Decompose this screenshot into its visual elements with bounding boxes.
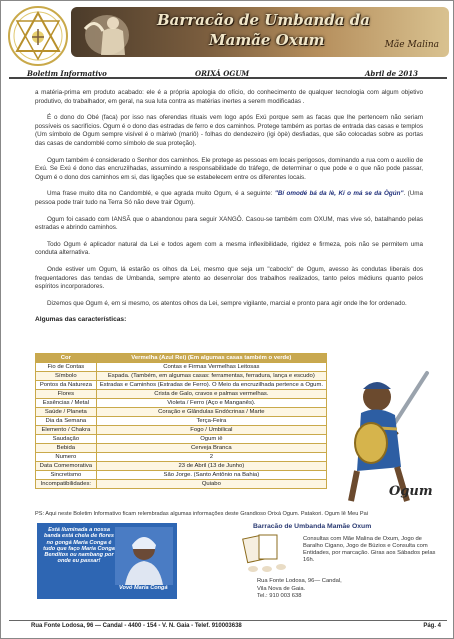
header <box>1 1 454 78</box>
row-key: Saudação <box>36 435 97 444</box>
row-value: Violeta / Ferro (Aço e Manganês). <box>96 399 326 408</box>
row-key: Dia da Semana <box>36 417 97 426</box>
info-bar <box>9 67 447 79</box>
quote-intro: Uma frase muito dita no Candomblé, e que agrada muito Ogum, é a seguinte: <box>47 190 275 198</box>
table-row <box>36 381 327 390</box>
issue-date: Abril de 2013 <box>365 69 419 78</box>
table-row <box>36 372 327 381</box>
row-key: Fio de Contas <box>36 363 97 372</box>
paragraph: Todo Ogum é aplicador natural da Lei e todos agem com a mesma inflexibilidade, rigidez e firmeza, pois não se permitem uma conduta alternativa. <box>35 240 423 257</box>
row-value: Contas e Firmas Vermelhas Leitosas <box>96 363 326 372</box>
quote-translation: . (Uma pessoa pode trair tudo na Terra Só não deve trair Ogum). <box>35 190 423 206</box>
row-key: Pontos da Natureza <box>36 381 97 390</box>
row-key: Símbolo <box>36 372 97 381</box>
postscript: PS: Aqui neste Boletim Informativo ficam relembradas algumas informações deste Grandioso Orixá Ogum. Patakori. Ogum Iê Meu Pai <box>35 511 368 517</box>
row-value: São Jorge. (Santo Antônio na Bahia) <box>96 471 326 480</box>
row-value: Espada. (Também, em algumas casas: ferramentas, ferradura, lança e escudo) <box>96 372 326 381</box>
ad-services: Consultas com Mãe Malina de Oxum, Jogo de Baralho Cigano, Jogo de Búzios e Consulta com Entidades, por marcação. Giras aos Sábados pelas 16h. <box>303 536 436 563</box>
paragraph: Dizemos que Ogum é, em si mesmo, os atentos olhos da Lei, sempre vigilante, marcial e pronto para agir onde lhe for ordenado. <box>47 299 407 307</box>
row-value: Crista de Galo, cravos e palmas vermelhas. <box>96 390 326 399</box>
table-row <box>36 363 327 372</box>
row-key: Data Comemorativa <box>36 462 97 471</box>
temple-logo <box>7 5 69 67</box>
ad-address-line-1: Rua Fonte Lodosa, 96— Candal, <box>257 578 342 584</box>
ogum-illustration <box>331 367 449 503</box>
row-value: 23 de Abril (13 de Junho) <box>96 462 326 471</box>
poster-name: Vovó Maria Congá <box>119 585 168 591</box>
table-row <box>36 435 327 444</box>
cards-and-shells-icon <box>241 531 299 575</box>
table-header-row <box>36 354 327 363</box>
paragraph: Ogum foi casado com IANSÃ que o abandonou para seguir XANGÔ. Casou-se também com OXUM, mas vive só, batalhando pelas estradas e abrindo caminhos. <box>35 215 423 232</box>
table-header-key: Cor <box>36 354 97 363</box>
row-key: Elemento / Chakra <box>36 426 97 435</box>
table-row <box>36 471 327 480</box>
ad-address <box>257 578 407 601</box>
row-value: Ogum iê <box>96 435 326 444</box>
row-key: Bebida <box>36 444 97 453</box>
table-row <box>36 408 327 417</box>
row-value: Estradas e Caminhos (Estradas de Ferro). O Meio da encruzilhada pertence a Ogum. <box>96 381 326 390</box>
page-number: Pág. 4 <box>423 623 441 629</box>
paragraph: a matéria-prima em produto acabado: ele é a própria apologia do ofício, do conhecimento de qualquer tecnologia com algum objetivo produtivo, do trabalhador, em geral, na sua luta contra as matérias inertes a serem modificadas . <box>35 89 423 105</box>
row-key: Numero <box>36 453 97 462</box>
bulletin-label: Boletim Informativo <box>27 69 107 78</box>
row-key: Incompatibilidades: <box>36 480 97 489</box>
signature: Mãe Malina <box>384 40 439 50</box>
title-line-1: Barracão de Umbanda da <box>157 11 370 29</box>
table-heading: Algumas das características: <box>35 316 127 324</box>
row-key: Flores <box>36 390 97 399</box>
yoruba-quote: "Bí omodé bá da lè, Kí o má se da Ògún" <box>274 190 404 198</box>
row-value: Coração e Glândulas Endócrinas / Marte <box>96 408 326 417</box>
ad-address-line-2: Vila Nova de Gaia. <box>257 585 306 592</box>
table-row <box>36 390 327 399</box>
table-row <box>36 453 327 462</box>
footer <box>9 620 447 632</box>
ad-phone: Tel.: 910 003 638 <box>257 593 302 600</box>
title-line-2: Mamãe Oxum <box>209 31 325 49</box>
footer-address: Rua Fonte Lodosa, 96 — Candal - 4400 - 154 - V. N. Gaia - Telef. 910003638 <box>31 623 242 629</box>
table-row <box>36 399 327 408</box>
title-banner <box>71 7 449 57</box>
maria-conga-poster <box>37 523 177 599</box>
ad-title: Barracão de Umbanda Mamãe Oxum <box>253 523 372 530</box>
paragraph: Ogum também é considerado o Senhor dos caminhos. Ele protege as pessoas em locais perigosos, dominando a rua com o auxílio de Exú. Se Exú é dono das encruzilhadas, assumindo a responsabilidade do tráfego, de determinar o que pode e o que não pode passar, Ogum é o dono dos caminhos em si, das ligações que se estabelecem entre os diferentes locais. <box>35 156 423 181</box>
table-header-value: Vermelha (Azul Rei) (Em algumas casas também o verde) <box>96 354 326 363</box>
row-key: Saúde / Planeta <box>36 408 97 417</box>
poster-verse: Está iluminada a nossa banda está cheia de flores no gongá Maria Conga é tudo que faço Maria Conga Benditos ou nambang por onde eu passar! <box>43 527 115 565</box>
ogum-caption: Ogum <box>389 484 433 499</box>
angel-figure <box>79 9 149 57</box>
table-row <box>36 417 327 426</box>
row-value: Terça-Feira <box>96 417 326 426</box>
row-key: Essências / Metal <box>36 399 97 408</box>
row-value: Fogo / Umbilical <box>96 426 326 435</box>
paragraph: É o dono do Obé (faca) por isso nas oferendas rituais vem logo após Exú porque sem as facas que lhe pertencem não seriam possíveis os sacrifícios. Ogum é o dono das estradas de ferro e dos caminhos. Protege também as portas de entrada das casas e templos (Um símbolo de Ogum sempre visível é o màriwò (mariô) - folhas do dendezeiro (igi òpè) desfiadas, que são colocadas sobre as portas das casas de candomblé como símbolo de sua proteção). <box>35 114 423 147</box>
row-value: Cerveja Branca <box>96 444 326 453</box>
table-row <box>36 480 327 489</box>
row-value: 2 <box>96 453 326 462</box>
paragraph <box>35 190 423 207</box>
paragraph: Onde estiver um Ogum, lá estarão os olhos da Lei, mesmo que seja um "caboclo" de Ogum, avesso às condutas liberais dos frequentadores das tendas de Umbanda, sempre atento ao desenrolar dos trabalhos realizados, tanto pelos médiuns quanto pelos espíritos incorporadores. <box>35 265 423 291</box>
article-body <box>35 89 423 327</box>
row-value: Quiabo <box>96 480 326 489</box>
characteristics-table <box>35 353 327 489</box>
row-key: Sincretismo <box>36 471 97 480</box>
table-row <box>36 444 327 453</box>
table-row <box>36 462 327 471</box>
table-row <box>36 426 327 435</box>
section-title: ORIXÁ OGUM <box>195 69 250 78</box>
maria-conga-portrait <box>115 527 173 585</box>
